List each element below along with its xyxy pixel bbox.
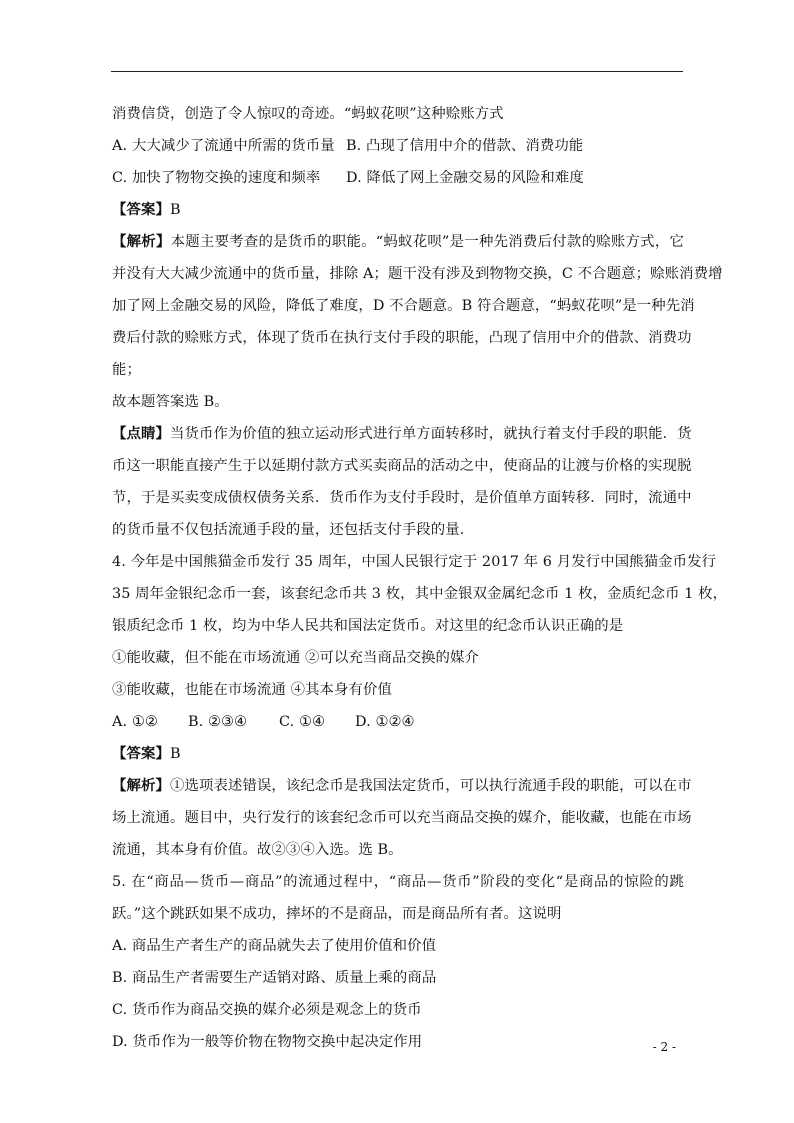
q3-analysis-line: 加了网上金融交易的风险，降低了难度，D 不合题意。B 符合题意，“蚂蚁花呗”是一种先消 <box>112 298 695 314</box>
q4-statement: ①能收藏，但不能在市场流通 ②可以充当商品交换的媒介 <box>112 650 479 666</box>
answer-value: B <box>169 202 181 218</box>
document-body <box>112 98 728 1058</box>
answer-tag: 【答案】 <box>112 201 170 218</box>
q5-option-a: A. 商品生产者生产的商品就失去了使用价值和价值 <box>112 938 437 954</box>
q3-option-b: B. 凸现了信用中介的借款、消费功能 <box>346 138 584 154</box>
q4-options <box>112 706 684 738</box>
q4-stem-line: 银质纪念币 1 枚，均为中华人民共和国法定货币。对这里的纪念币认识正确的是 <box>112 618 624 634</box>
q3-options-row1 <box>112 130 684 162</box>
q3-point-line: 的货币量不仅包括流通手段的量，还包括支付手段的量． <box>112 522 475 538</box>
q3-option-a: A. 大大减少了流通中所需的货币量 <box>112 138 335 154</box>
q4-analysis-line: 流通，其本身有价值。故②③④入选。选 B。 <box>112 842 403 858</box>
answer-value: B <box>169 746 181 762</box>
q3-stem-tail: 消费信贷，创造了令人惊叹的奇迹。“蚂蚁花呗”这种赊账方式 <box>112 106 504 122</box>
q4-option-d: D. ①②④ <box>355 714 415 730</box>
q4-stem-line: 35 周年金银纪念币一套，该套纪念币共 3 枚，其中金银双金属纪念币 1 枚，金质纪念币 1 枚， <box>112 586 728 602</box>
q3-analysis-line: 能； <box>112 362 141 378</box>
q3-analysis-line <box>112 226 684 258</box>
q4-option-c: C. ①④ <box>279 714 325 730</box>
q3-point-line: 节，于是买卖变成债权债务关系．货币作为支付手段时，是价值单方面转移．同时，流通中 <box>112 490 692 506</box>
analysis-text: ①选项表述错误，该纪念币是我国法定货币，可以执行流通手段的职能，可以在市 <box>169 778 692 794</box>
q4-answer <box>112 738 684 770</box>
q5-option-b: B. 商品生产者需要生产适销对路、质量上乘的商品 <box>112 970 437 986</box>
answer-tag: 【答案】 <box>112 745 170 762</box>
q3-answer <box>112 194 684 226</box>
q4-analysis-line <box>112 770 692 802</box>
q3-option-c: C. 加快了物物交换的速度和频率 <box>112 170 321 186</box>
q3-conclusion: 故本题答案选 B。 <box>112 394 229 410</box>
q4-stem-line: 4. 今年是中国熊猫金币发行 35 周年，中国人民银行定于 2017 年 6 月发行中国熊猫金币发行 <box>112 554 717 570</box>
q4-option-b: B. ②③④ <box>188 714 248 730</box>
q4-analysis-line: 场上流通。题目中，央行发行的该套纪念币可以充当商品交换的媒介，能收藏，也能在市场 <box>112 810 692 826</box>
q3-options-row2 <box>112 162 684 194</box>
q5-option-d: D. 货币作为一般等价物在物物交换中起决定作用 <box>112 1034 423 1050</box>
q5-option-c: C. 货币作为商品交换的媒介必须是观念上的货币 <box>112 1002 422 1018</box>
q4-option-a: A. ①② <box>112 714 158 730</box>
analysis-tag: 【解析】 <box>112 233 171 250</box>
q3-point-line <box>112 418 692 450</box>
header-rule <box>111 71 683 72</box>
page-number: - 2 - <box>652 1040 676 1054</box>
q3-analysis-line: 并没有大大减少流通中的货币量，排除 A；题干没有涉及到物物交换，C 不合题意；赊账消费增 <box>112 266 723 282</box>
q3-point-line: 币这一职能直接产生于以延期付款方式买卖商品的活动之中，使商品的让渡与价格的实现脱 <box>112 458 692 474</box>
analysis-text: 本题主要考查的是货币的职能。“蚂蚁花呗”是一种先消费后付款的赊账方式，它 <box>170 234 684 250</box>
q5-stem-line: 5. 在“商品—货币—商品”的流通过程中，“商品—货币”阶段的变化“是商品的惊险的跳 <box>112 874 684 890</box>
q4-statement: ③能收藏，也能在市场流通 ④其本身有价值 <box>112 682 392 698</box>
point-text: 当货币作为价值的独立运动形式进行单方面转移时，就执行着支付手段的职能．货 <box>169 426 692 442</box>
analysis-tag: 【解析】 <box>112 777 170 794</box>
q3-option-d: D. 降低了网上金融交易的风险和难度 <box>346 170 584 186</box>
point-tag: 【点睛】 <box>112 425 170 442</box>
q3-analysis-line: 费后付款的赊账方式，体现了货币在执行支付手段的职能，凸现了信用中介的借款、消费功 <box>112 330 692 346</box>
q5-stem-line: 跃。”这个跳跃如果不成功，摔坏的不是商品，而是商品所有者。这说明 <box>112 906 562 922</box>
